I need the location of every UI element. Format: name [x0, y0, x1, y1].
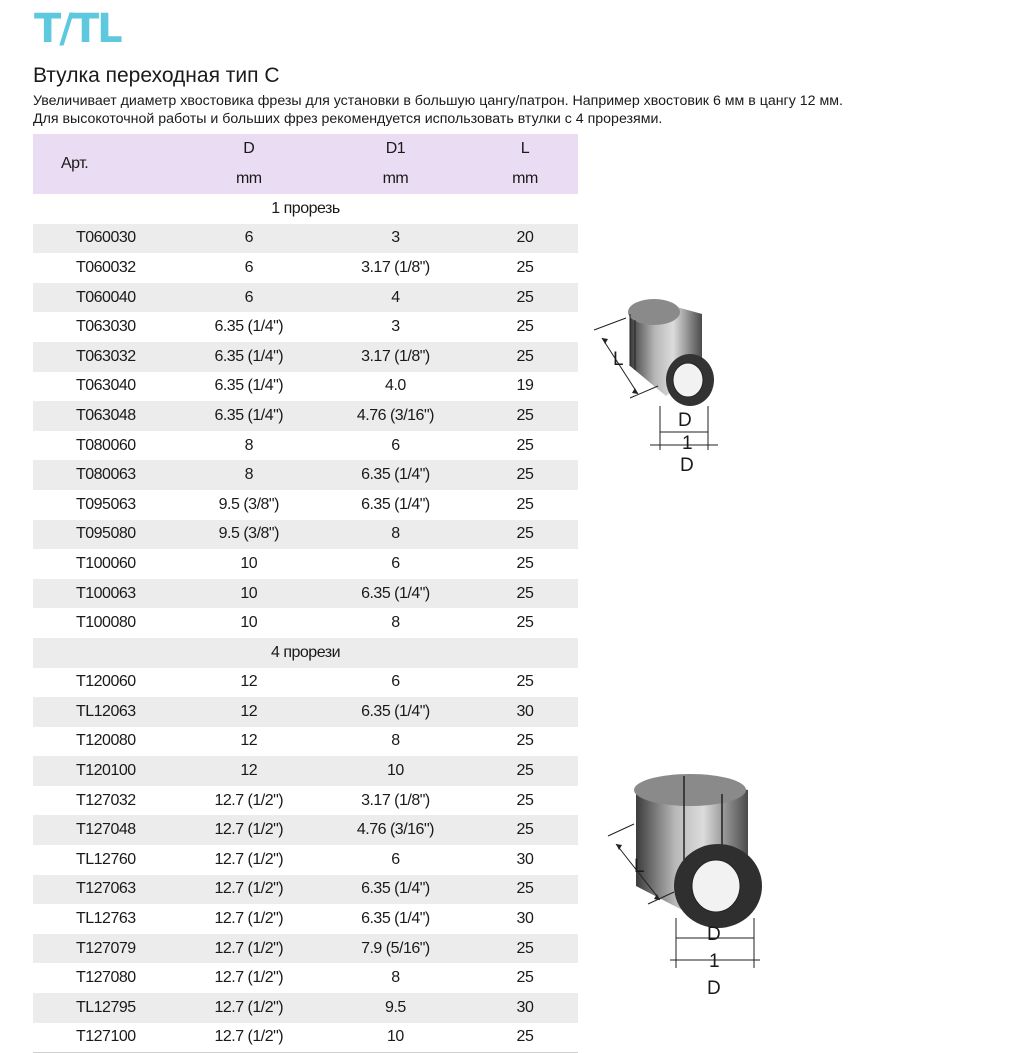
- cell-d: 10: [240, 614, 258, 632]
- table-row: [33, 579, 578, 609]
- cell-d: 6: [179, 283, 319, 313]
- cell-l: 25: [472, 1023, 578, 1053]
- cell-d: 8: [179, 460, 319, 490]
- cell-art: T127100: [33, 1023, 179, 1053]
- cell-l: 25: [472, 401, 578, 431]
- cell-d: 6: [179, 224, 319, 254]
- cell-d: 12.7 (1/2"): [179, 993, 319, 1023]
- sleeve-1-slot-diagram: [590, 290, 730, 480]
- cell-l: 25: [516, 732, 534, 750]
- cell-art: T100080: [75, 614, 136, 632]
- cell-d: 6.35 (1/4"): [179, 342, 319, 372]
- cell-d1: 6: [391, 554, 400, 572]
- cell-d: 12.7 (1/2"): [179, 875, 319, 905]
- header-art: Арт.: [33, 134, 179, 194]
- table-row: [33, 460, 578, 490]
- table-row: [33, 431, 578, 461]
- cell-d: 10: [179, 579, 319, 609]
- cell-d1: 4.76 (3/16"): [319, 815, 472, 845]
- cell-l: 25: [472, 875, 578, 905]
- label-d: D: [678, 410, 692, 431]
- table-row: [33, 993, 578, 1023]
- cell-l: 19: [516, 377, 534, 395]
- cell-d1: 6.35 (1/4"): [319, 460, 472, 490]
- cell-art: TL12795: [33, 993, 179, 1023]
- brand-logo: T/TL: [34, 6, 121, 52]
- cell-d: 12.7 (1/2"): [214, 910, 284, 928]
- cell-d: 12.7 (1/2"): [214, 850, 284, 868]
- cell-d: 10: [240, 554, 258, 572]
- cell-d1: 6.35 (1/4"): [319, 875, 472, 905]
- cell-art: T063030: [75, 318, 136, 336]
- cell-l: 30: [472, 993, 578, 1023]
- cell-l: 30: [472, 697, 578, 727]
- cell-d1: 3.17 (1/8"): [361, 258, 430, 276]
- table-row: [33, 224, 578, 254]
- cell-l: 25: [472, 815, 578, 845]
- cell-d1: 7.9 (5/16"): [319, 934, 472, 964]
- cell-art: T063032: [33, 342, 179, 372]
- cell-d1: 8: [319, 520, 472, 550]
- cell-art: T127080: [75, 969, 136, 987]
- sleeve-4-slot-drawing: [600, 768, 770, 1003]
- cell-d: 12.7 (1/2"): [214, 791, 284, 809]
- cell-art: T063048: [33, 401, 179, 431]
- header-l: L: [472, 134, 578, 164]
- label-l: L: [613, 349, 624, 370]
- table-row: [33, 401, 578, 431]
- table-row: [33, 1023, 578, 1053]
- cell-l: 25: [516, 554, 534, 572]
- table-row: [33, 342, 578, 372]
- cell-d1: 3: [391, 318, 400, 336]
- spec-table: [33, 134, 578, 1053]
- cell-d1: 9.5: [319, 993, 472, 1023]
- table-row: [33, 253, 578, 283]
- cell-d1: 6.35 (1/4"): [319, 579, 472, 609]
- group-row: [33, 638, 578, 668]
- cell-art: T060032: [75, 258, 136, 276]
- cell-art: T127032: [75, 791, 136, 809]
- header-d-unit: mm: [179, 164, 319, 194]
- label-1: 1: [709, 951, 720, 972]
- cell-l: 25: [472, 579, 578, 609]
- table-row: [33, 934, 578, 964]
- table-row: [33, 312, 578, 342]
- cell-l: 25: [472, 342, 578, 372]
- label-d2: D: [707, 978, 721, 999]
- cell-l: 25: [472, 520, 578, 550]
- cell-art: T127048: [33, 815, 179, 845]
- table-row: [33, 786, 578, 816]
- cell-d1: 6: [391, 436, 400, 454]
- cell-d1: 10: [319, 1023, 472, 1053]
- cell-l: 25: [516, 614, 534, 632]
- cell-art: TL12063: [33, 697, 179, 727]
- cell-d1: 6.35 (1/4"): [319, 697, 472, 727]
- cell-l: 25: [516, 673, 534, 691]
- cell-d: 9.5 (3/8"): [179, 520, 319, 550]
- cell-art: TL12763: [75, 910, 136, 928]
- table-row: [33, 904, 578, 934]
- group-label: 1 прорезь: [271, 199, 340, 217]
- table-row: [33, 875, 578, 905]
- cell-d1: 3.17 (1/8"): [361, 791, 430, 809]
- cell-art: T080060: [75, 436, 136, 454]
- cell-l: 25: [516, 791, 534, 809]
- cell-d1: 6.35 (1/4"): [361, 910, 430, 928]
- group-row: [33, 194, 578, 224]
- cell-l: 25: [516, 969, 534, 987]
- label-1: 1: [682, 433, 693, 454]
- cell-d: 8: [244, 436, 253, 454]
- table-row: [33, 608, 578, 638]
- cell-d: 12: [179, 697, 319, 727]
- table-row: [33, 520, 578, 550]
- cell-l: 30: [516, 850, 534, 868]
- cell-d: 12.7 (1/2"): [179, 934, 319, 964]
- cell-l: 25: [516, 495, 534, 513]
- cell-d1: 8: [391, 969, 400, 987]
- sleeve-4-slot-diagram: [600, 768, 770, 1003]
- table-row: [33, 697, 578, 727]
- cell-l: 25: [516, 318, 534, 336]
- cell-art: T095063: [75, 495, 136, 513]
- cell-l: 25: [516, 258, 534, 276]
- table-row: [33, 549, 578, 579]
- cell-d: 12.7 (1/2"): [214, 969, 284, 987]
- page-title: Втулка переходная тип С: [33, 64, 280, 87]
- cell-d: 6.35 (1/4"): [214, 318, 284, 336]
- cell-l: 25: [472, 460, 578, 490]
- cell-d1: 4.0: [385, 377, 406, 395]
- cell-l: 25: [472, 934, 578, 964]
- table-row: [33, 815, 578, 845]
- cell-l: 25: [472, 756, 578, 786]
- cell-d: 12: [240, 732, 258, 750]
- table-row: [33, 283, 578, 313]
- table-row: [33, 845, 578, 875]
- table-header-row: [33, 134, 578, 164]
- table-row: [33, 727, 578, 757]
- cell-l: 25: [516, 436, 534, 454]
- group-label: 4 прорези: [33, 638, 578, 668]
- cell-d: 12: [240, 673, 258, 691]
- table-row: [33, 756, 578, 786]
- cell-d1: 6: [391, 850, 400, 868]
- description-line: Для высокоточной работы и больших фрез рекомендуется использовать втулки с 4 прорезями.: [33, 111, 663, 127]
- cell-art: T060030: [33, 224, 179, 254]
- cell-art: T095080: [33, 520, 179, 550]
- header-l-unit: mm: [472, 164, 578, 194]
- cell-art: T127079: [33, 934, 179, 964]
- cell-art: T120060: [75, 673, 136, 691]
- cell-d1: 3: [319, 224, 472, 254]
- cell-d: 12: [179, 756, 319, 786]
- cell-d1: 8: [391, 614, 400, 632]
- cell-l: 25: [472, 283, 578, 313]
- cell-d1: 8: [391, 732, 400, 750]
- table-row: [33, 668, 578, 698]
- table-row: [33, 963, 578, 993]
- cell-art: T100063: [33, 579, 179, 609]
- label-d2: D: [680, 455, 694, 476]
- label-d: D: [707, 924, 721, 945]
- cell-d: 6.35 (1/4"): [179, 401, 319, 431]
- cell-d: 12.7 (1/2"): [179, 1023, 319, 1053]
- cell-art: TL12760: [75, 850, 136, 868]
- table-row: [33, 372, 578, 402]
- cell-l: 20: [472, 224, 578, 254]
- cell-d1: 10: [319, 756, 472, 786]
- cell-d: 9.5 (3/8"): [218, 495, 279, 513]
- cell-art: T120080: [75, 732, 136, 750]
- table-row: [33, 490, 578, 520]
- cell-d: 6: [244, 258, 253, 276]
- cell-d: 12.7 (1/2"): [179, 815, 319, 845]
- cell-d1: 6: [391, 673, 400, 691]
- label-l: L: [634, 856, 645, 877]
- cell-d1: 6.35 (1/4"): [361, 495, 430, 513]
- cell-art: T120100: [33, 756, 179, 786]
- cell-l: 30: [516, 910, 534, 928]
- cell-art: T080063: [33, 460, 179, 490]
- cell-d: 6.35 (1/4"): [214, 377, 284, 395]
- header-d1-unit: mm: [319, 164, 472, 194]
- header-d: D: [179, 134, 319, 164]
- cell-art: T100060: [75, 554, 136, 572]
- cell-art: T060040: [33, 283, 179, 313]
- sleeve-1-slot-drawing: [590, 290, 730, 480]
- description: [33, 92, 843, 128]
- cell-art: T063040: [75, 377, 136, 395]
- cell-d1: 3.17 (1/8"): [319, 342, 472, 372]
- cell-d1: 4: [319, 283, 472, 313]
- header-d1: D1: [319, 134, 472, 164]
- description-line: Увеличивает диаметр хвостовика фрезы для установки в большую цангу/патрон. Например хвостовик 6 мм в цангу 12 мм.: [33, 93, 843, 109]
- cell-d1: 4.76 (3/16"): [319, 401, 472, 431]
- cell-art: T127063: [33, 875, 179, 905]
